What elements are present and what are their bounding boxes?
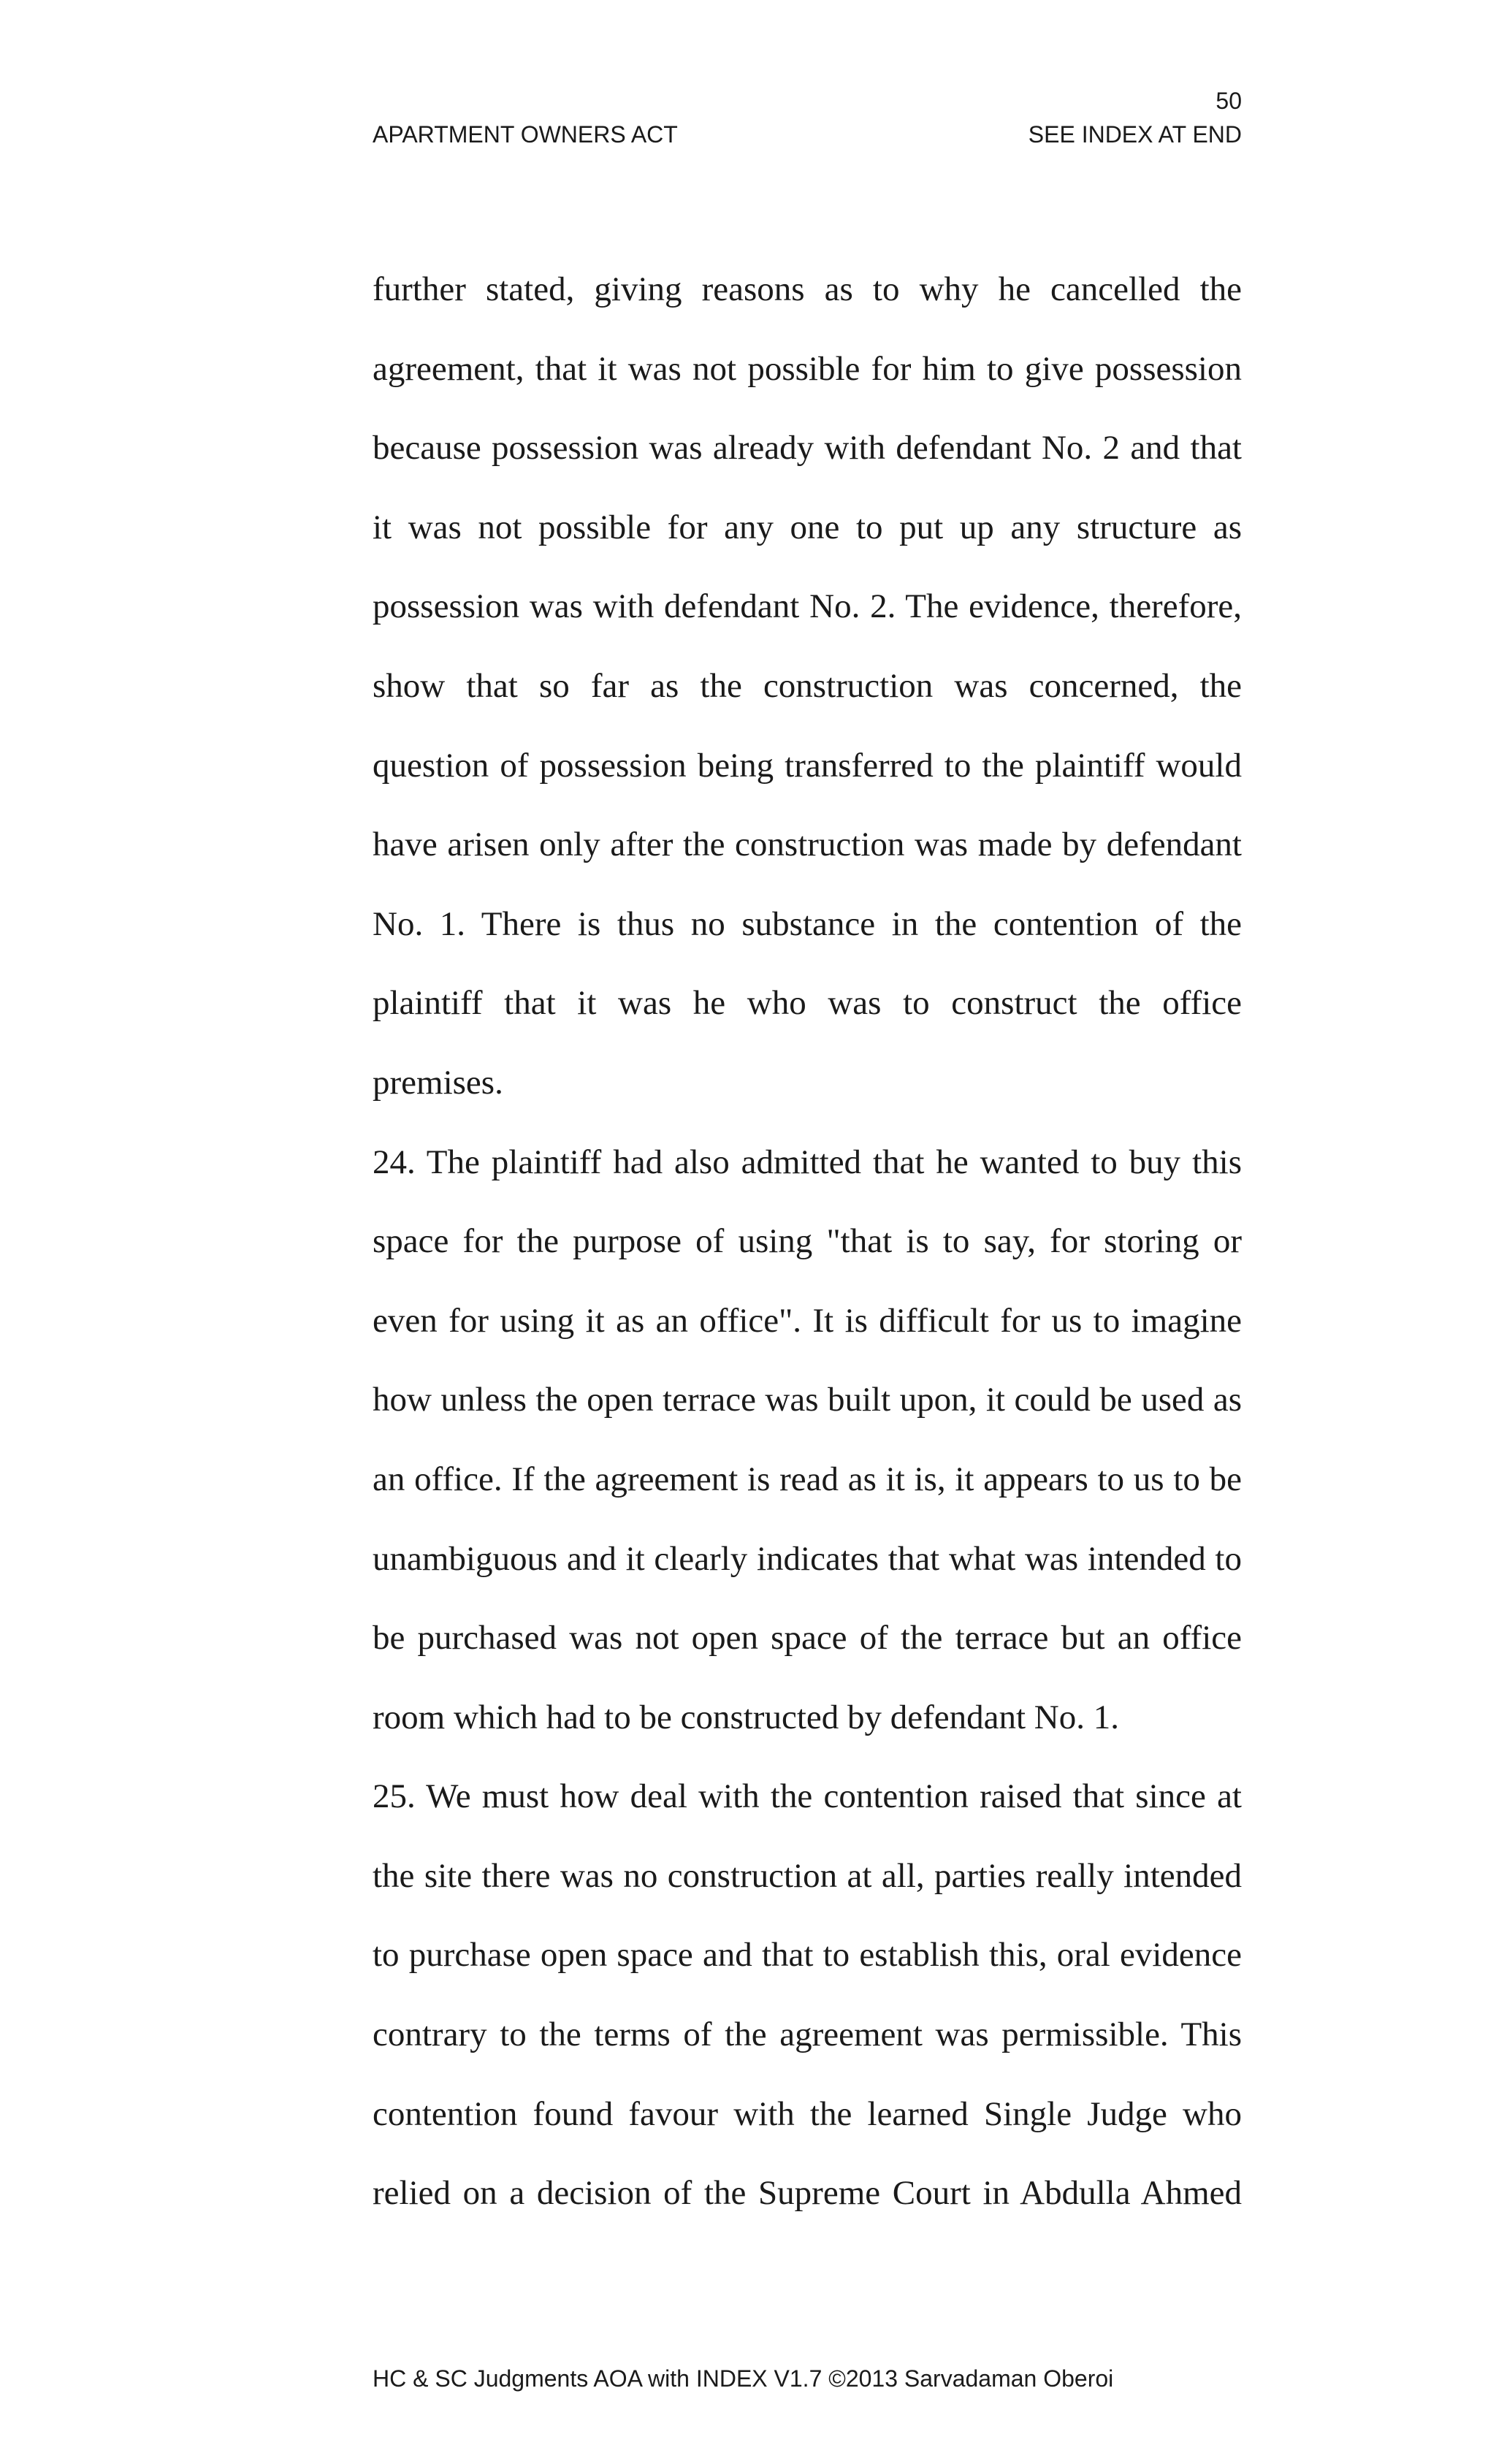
judgment-body — [373, 250, 1242, 2233]
body-line: the site there was no construction at all, parties really intended — [373, 1856, 1242, 1895]
body-line: contention found favour with the learned Single Judge who — [373, 2094, 1242, 2133]
body-line: unambiguous and it clearly indicates that what was intended to — [373, 1539, 1242, 1578]
body-line: question of possession being transferred to the plaintiff would — [373, 746, 1242, 785]
body-line: space for the purpose of using "that is to say, for storing or — [373, 1222, 1242, 1261]
body-line: plaintiff that it was he who was to construct the office — [373, 984, 1242, 1023]
body-line: further stated, giving reasons as to why he cancelled the — [373, 270, 1242, 308]
paragraph-24-start: 24. The plaintiff had also admitted that he wanted to buy this — [373, 1143, 1242, 1181]
body-line: how unless the open terrace was built upon, it could be used as — [373, 1381, 1242, 1419]
body-line: to purchase open space and that to establish this, oral evidence — [373, 1936, 1242, 1975]
page-number: 50 — [1216, 88, 1242, 114]
body-line: because possession was already with defendant No. 2 and that — [373, 429, 1242, 468]
body-line: relied on a decision of the Supreme Court in Abdulla Ahmed — [373, 2174, 1242, 2213]
body-line: an office. If the agreement is read as it is, it appears to us to be — [373, 1460, 1242, 1498]
paragraph-end-line: premises. — [373, 1063, 503, 1102]
header-index-note: SEE INDEX AT END — [1028, 121, 1242, 148]
body-line: be purchased was not open space of the terrace but an office — [373, 1619, 1242, 1658]
body-line: possession was with defendant No. 2. The evidence, therefore, — [373, 587, 1242, 626]
running-header — [373, 123, 1242, 146]
body-line: agreement, that it was not possible for him to give possession — [373, 349, 1242, 388]
paragraph-25-start: 25. We must how deal with the contention raised that since at — [373, 1777, 1242, 1816]
body-line: show that so far as the construction was concerned, the — [373, 666, 1242, 705]
body-line: it was not possible for any one to put up any structure as — [373, 508, 1242, 546]
body-line: No. 1. There is thus no substance in the contention of the — [373, 904, 1242, 943]
body-line: even for using it as an office". It is difficult for us to imagine — [373, 1301, 1242, 1340]
header-title: APARTMENT OWNERS ACT — [373, 121, 678, 148]
page-footer: HC & SC Judgments AOA with INDEX V1.7 ©2013 Sarvadaman Oberoi — [373, 2365, 1114, 2392]
body-line: contrary to the terms of the agreement was permissible. This — [373, 2015, 1242, 2054]
paragraph-end-line: room which had to be constructed by defendant No. 1. — [373, 1698, 1119, 1736]
body-line: have arisen only after the construction was made by defendant — [373, 825, 1242, 864]
